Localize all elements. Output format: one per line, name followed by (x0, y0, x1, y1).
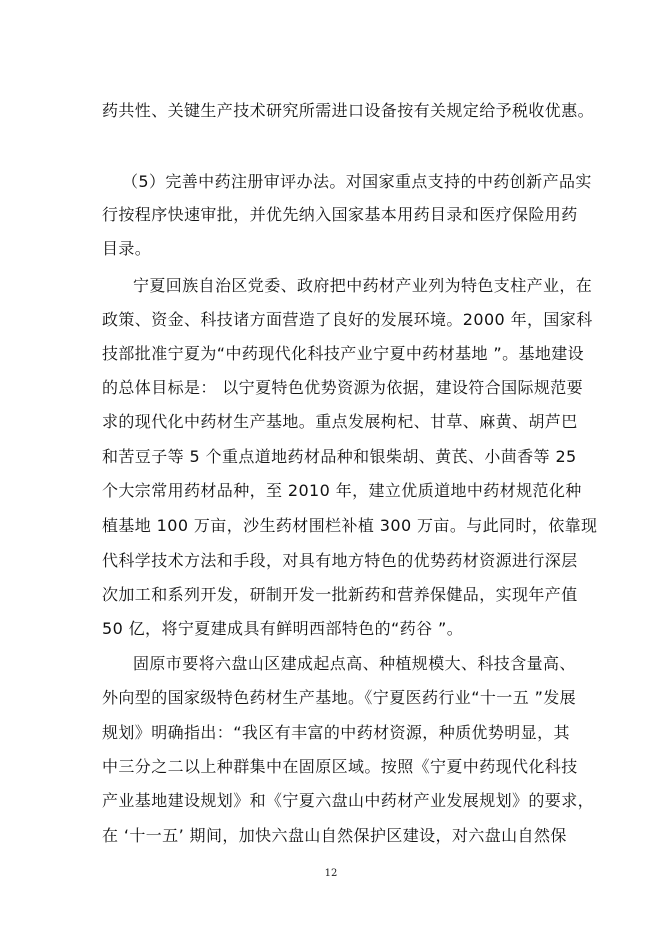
text-line: 50 亿，将宁夏建成具有鲜明西部特色的“药谷 ”。 (102, 619, 464, 638)
text-line: 产业基地建设规划》和《宁夏六盘山中药材产业发展规划》的要求， (102, 791, 595, 810)
text-line: 在 ‘十一五’ 期间，加快六盘山自然保护区建设，对六盘山自然保 (102, 826, 567, 845)
text-line: 求的现代化中药材生产基地。重点发展枸杞、甘草、麻黄、胡芦巴 (102, 412, 578, 431)
text-line: 技部批准宁夏为“中药现代化科技产业宁夏中药材基地 ”。基地建设 (102, 344, 585, 363)
text-line: 政策、资金、科技诸方面营造了良好的发展环境。2000 年，国家科 (102, 310, 593, 329)
text-line: 目录。 (102, 239, 152, 258)
text-line: 规划》明确指出：“我区有丰富的中药材资源，种质优势明显，其 (102, 723, 570, 742)
text-line: 代科学技术方法和手段，对具有地方特色的优势药材资源进行深层 (102, 551, 578, 570)
text-line: 次加工和系列开发，研制开发一批新药和营养保健品，实现年产值 (102, 585, 578, 604)
text-line: 植基地 100 万亩，沙生药材围栏补植 300 万亩。与此同时，依靠现 (102, 516, 598, 535)
text-line: 行按程序快速审批，并优先纳入国家基本用药目录和医疗保险用药 (102, 205, 578, 224)
text-line: 个大宗常用药材品种，至 2010 年，建立优质道地中药材规范化种 (102, 481, 582, 500)
text-line: （5）完善中药注册审评办法。对国家重点支持的中药创新产品实 (122, 172, 592, 191)
text-line: 药共性、关键生产技术研究所需进口设备按有关规定给予税收优惠。 (102, 101, 595, 120)
text-line: 的总体目标是： 以宁夏特色优势资源为依据，建设符合国际规范要 (102, 378, 584, 397)
text-line: 和苦豆子等 5 个重点道地药材品种和银柴胡、黄芪、小茴香等 25 (102, 447, 577, 466)
text-line: 中三分之二以上种群集中在固原区域。按照《宁夏中药现代化科技 (102, 757, 578, 776)
text-line: 宁夏回族自治区党委、政府把中药材产业列为特色支柱产业，在 (133, 276, 593, 295)
text-line: 外向型的国家级特色药材生产基地。《宁夏医药行业“十一五 ”发展 (102, 688, 577, 707)
text-line: 固原市要将六盘山区建成起点高、种植规模大、科技含量高、 (133, 654, 576, 673)
page-number: 12 (324, 868, 338, 879)
